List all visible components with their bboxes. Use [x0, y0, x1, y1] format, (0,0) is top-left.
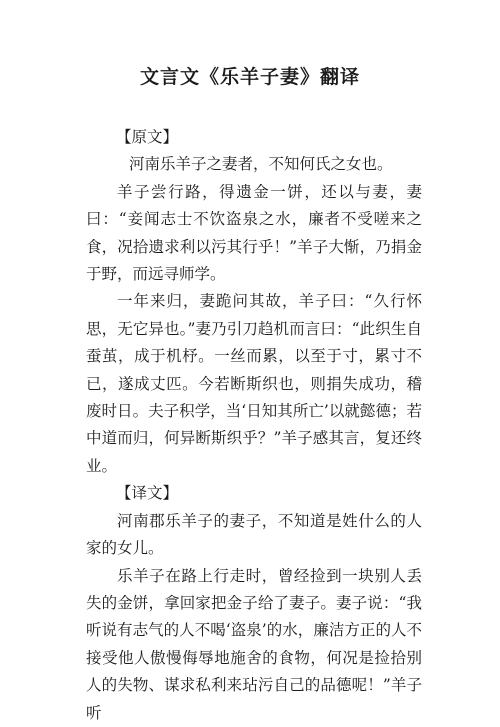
translation-paragraph-1: 河南郡乐羊子的妻子，不知道是姓什么的人家的女儿。 — [86, 511, 422, 558]
document-body — [86, 124, 422, 727]
original-heading: 【原文】 — [116, 128, 179, 146]
translation-heading: 【译文】 — [116, 484, 179, 503]
original-paragraph-1: 河南乐羊子之妻者，不知何氏之女也。 — [129, 155, 393, 174]
original-paragraph-2: 羊子尝行路，得遗金一饼，还以与妻，妻曰：“妾闻志士不饮盗泉之水，廉者不受嗟来之食，况拾遗求利以污其行乎！”羊子大惭，乃捐金于野，而远寻师学。 — [86, 182, 422, 284]
page-title: 文言文《乐羊子妻》翻译 — [139, 66, 360, 88]
translation-paragraph-2: 乐羊子在路上行走时，曾经捡到一块别人丢失的金饼，拿回家把金子给了妻子。妻子说：“我听说有志气的人不喝‘盗泉’的水，廉洁方正的人不接受他人傲慢侮辱地施舍的食物，何况是捡拾别人的失物、谋求私利来玷污自己的品德呢！”羊子听 — [86, 566, 422, 722]
original-paragraph-3: 一年来归，妻跪问其故，羊子曰：“久行怀思，无它异也。”妻乃引刀趋机而言曰：“此织生自蚕茧，成于机杼。一丝而累，以至于寸，累寸不已，遂成丈匹。今若断斯织也，则捐失成功，稽废时日。夫子积学，当‘日知其所亡’以就懿德；若中道而归，何异断斯织乎？”羊子感其言，复还终业。 — [86, 292, 422, 475]
